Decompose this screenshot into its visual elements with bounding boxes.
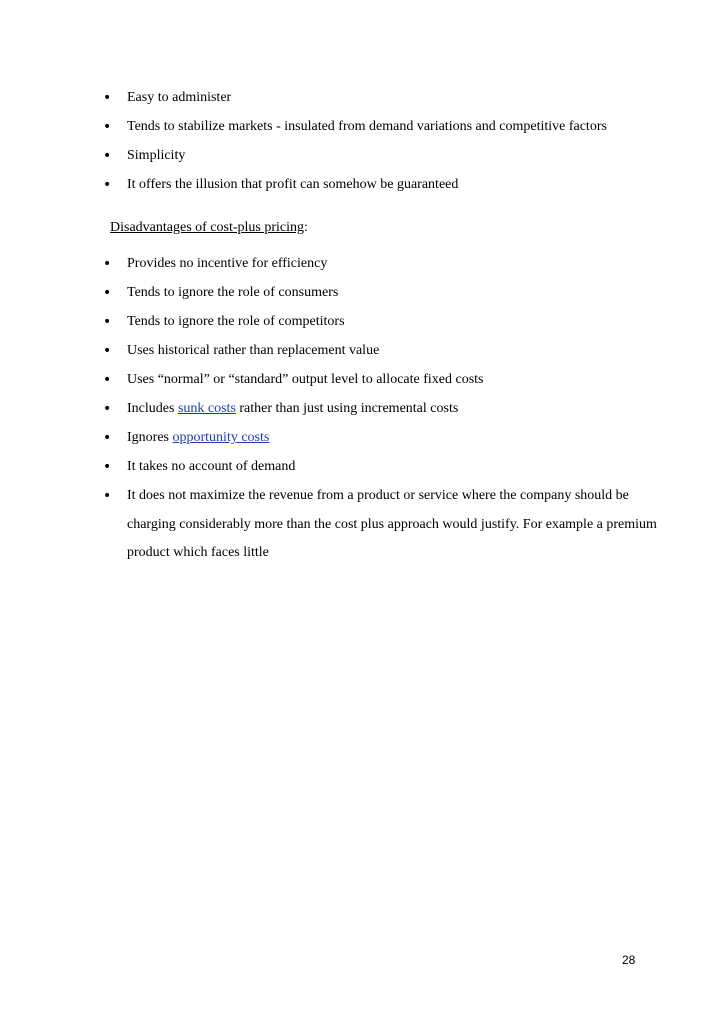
list-item-text-before: Includes: [127, 401, 178, 416]
list-item-text-after: rather than just using incremental costs: [235, 401, 459, 416]
list-item: [102, 370, 662, 390]
list-item: [102, 312, 662, 332]
bullet-icon: •: [103, 256, 112, 272]
list-item: [102, 146, 662, 166]
bullet-icon: •: [103, 401, 112, 417]
list-item-text: Simplicity: [127, 148, 186, 163]
sunk-costs-link[interactable]: sunk costs: [177, 401, 236, 416]
section-heading-text: Disadvantages of cost-plus pricing: [110, 220, 305, 235]
list-item-text-before: Ignores: [127, 430, 173, 445]
bullet-icon: •: [103, 430, 112, 446]
list-item: [102, 117, 662, 137]
list-item-text: Tends to ignore the role of consumers: [127, 285, 339, 300]
section-heading-colon: :: [304, 220, 308, 235]
bullet-icon: •: [103, 119, 112, 135]
list-item: [102, 341, 662, 361]
list-item-text: Uses historical rather than replacement value: [127, 343, 380, 358]
list-item-text: Tends to ignore the role of competitors: [127, 314, 345, 329]
list-item: [102, 283, 662, 303]
list-item-text: Easy to administer: [127, 90, 232, 105]
bullet-icon: •: [103, 285, 112, 301]
advantages-list: [102, 88, 662, 204]
list-item: [102, 482, 662, 568]
bullet-icon: •: [103, 372, 112, 388]
page-number: 28: [622, 953, 636, 967]
bullet-icon: •: [103, 488, 112, 504]
list-item: [102, 88, 662, 108]
bullet-icon: •: [103, 148, 112, 164]
bullet-icon: •: [103, 459, 112, 475]
list-item-text: Tends to stabilize markets - insulated from demand variations and competitive factors: [127, 119, 607, 134]
opportunity-costs-link[interactable]: opportunity costs: [172, 430, 270, 445]
list-item: [102, 175, 662, 195]
bullet-icon: •: [103, 314, 112, 330]
list-item-text: It takes no account of demand: [127, 459, 296, 474]
list-item: [102, 457, 662, 477]
bullet-icon: •: [103, 90, 112, 106]
bullet-icon: •: [103, 343, 112, 359]
bullet-icon: •: [103, 177, 112, 193]
list-item: [102, 254, 662, 274]
list-item-text: It offers the illusion that profit can somehow be guaranteed: [127, 177, 459, 192]
list-item: [102, 399, 662, 419]
disadvantages-list: [102, 254, 662, 577]
list-item-text: Provides no incentive for efficiency: [127, 256, 328, 271]
section-heading: [110, 218, 308, 238]
list-item-text: It does not maximize the revenue from a product or service where the company should be charging considerably more than the cost plus approach would justify. For example a premium product which faces little: [127, 488, 657, 560]
list-item-text: Uses “normal” or “standard” output level to allocate fixed costs: [127, 372, 484, 387]
list-item: [102, 428, 662, 448]
